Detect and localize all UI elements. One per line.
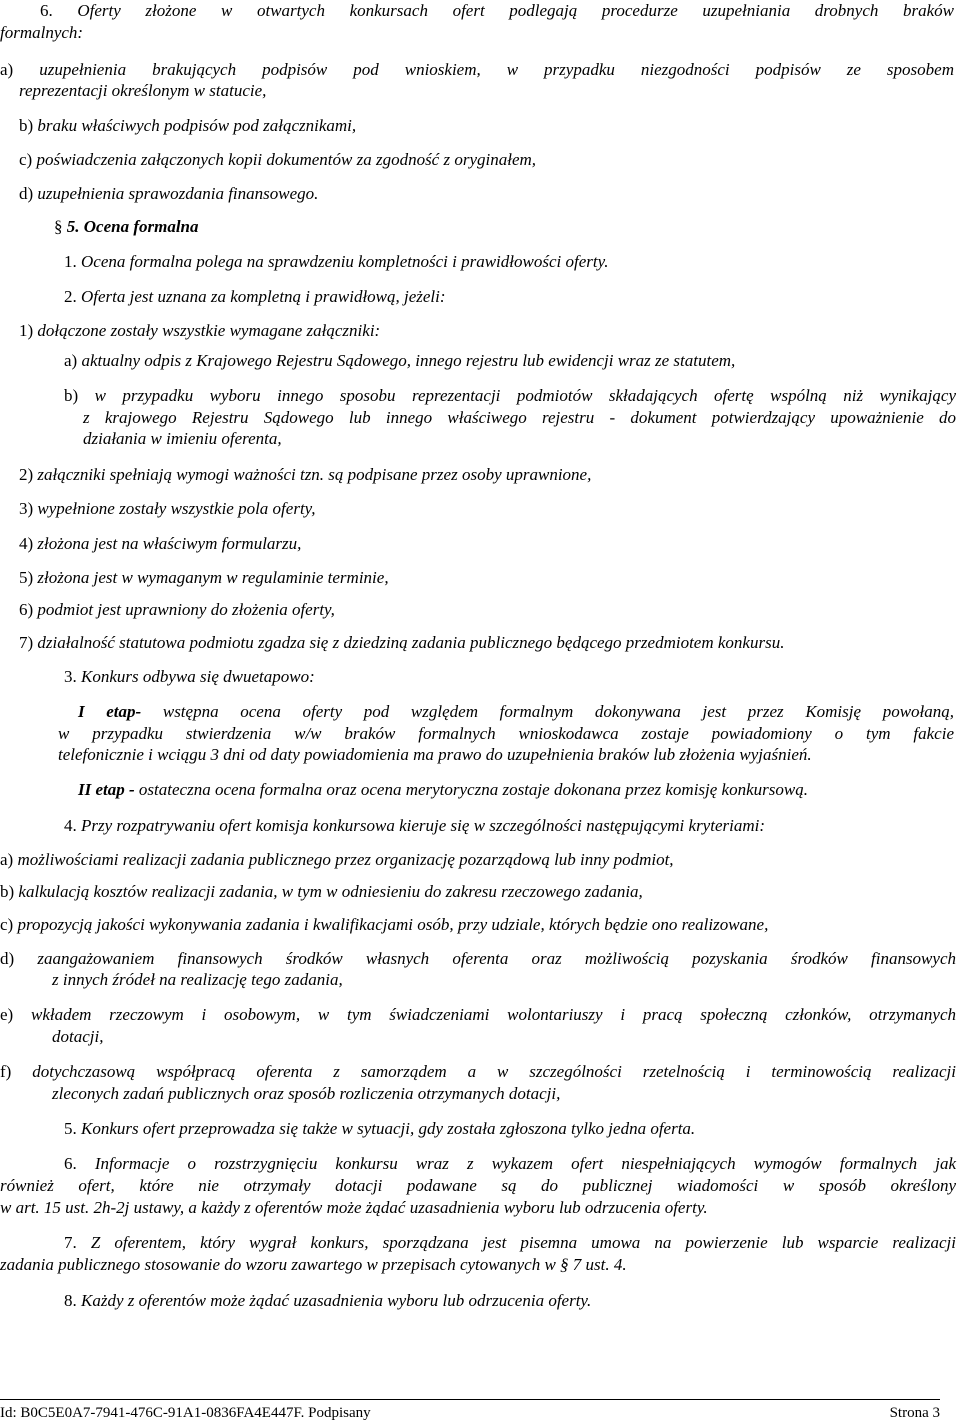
line-text: Oferty złożone w otwartych konkursach ofert podlegają procedurze uzupełniania drobnych braków — [77, 1, 954, 20]
list-marker: a) — [64, 351, 82, 370]
list-marker: d) — [0, 949, 38, 968]
text-line — [0, 849, 674, 871]
line-text: reprezentacji określonym w statucie, — [19, 81, 267, 100]
text-line — [64, 1118, 695, 1140]
stage-label: I etap- — [78, 702, 142, 721]
list-marker: 3) — [19, 499, 38, 518]
text-line — [19, 599, 335, 621]
list-marker: 4. — [64, 816, 81, 835]
text-line — [78, 779, 808, 801]
list-marker: 1) — [19, 321, 38, 340]
line-text: złożona jest na właściwym formularzu, — [37, 534, 302, 553]
line-text: podmiot jest uprawniony do złożenia oferty, — [37, 600, 335, 619]
text-line — [19, 80, 266, 102]
text-line — [64, 385, 956, 407]
line-text: uzupełnienia sprawozdania finansowego. — [37, 184, 319, 203]
line-text: Ocena formalna polega na sprawdzeniu kompletności i prawidłowości oferty. — [81, 252, 609, 271]
text-line — [64, 251, 608, 273]
text-line — [0, 914, 768, 936]
list-marker: c) — [19, 150, 37, 169]
text-line — [54, 216, 199, 238]
line-text: wypełnione zostały wszystkie pola oferty, — [37, 499, 316, 518]
text-line — [58, 744, 812, 766]
list-marker: 8. — [64, 1291, 81, 1310]
line-text: zleconych zadań publicznych oraz sposób rozliczenia otrzymanych dotacji, — [52, 1084, 561, 1103]
text-line — [0, 22, 83, 44]
line-text: również ofert, które nie otrzymały dotacji podawane są do publicznej wiadomości w sposób określony — [0, 1176, 956, 1195]
text-line — [0, 948, 956, 970]
line-text: propozycją jakości wykonywania zadania i kwalifikacjami osób, przy udziale, których będzie ono realizowane, — [17, 915, 769, 934]
text-line — [0, 881, 643, 903]
list-marker: § — [54, 217, 67, 236]
line-text: możliwościami realizacji zadania publicznego przez organizację pozarządową lub inny podmiot, — [17, 850, 674, 869]
line-text: aktualny odpis z Krajowego Rejestru Sądowego, innego rejestru lub ewidencji wraz ze statutem, — [81, 351, 736, 370]
text-line — [19, 498, 316, 520]
footer-document-id: Id: B0C5E0A7-7941-476C-91A1-0836FA4E447F. Podpisany — [0, 1405, 371, 1421]
line-text: wkładem rzeczowym i osobowym, w tym świadczeniami wolontariuszy i pracą społeczną członków, otrzymanych — [30, 1005, 956, 1024]
text-line — [64, 1153, 956, 1175]
line-text: dotychczasową współpracą oferenta z samorządem a w szczególności rzetelnością i terminowością realizacji — [32, 1062, 956, 1081]
text-line — [83, 428, 282, 450]
list-marker: 6. — [64, 1154, 95, 1173]
text-line — [64, 350, 735, 372]
stage-label: II etap - — [78, 780, 135, 799]
list-marker: a) — [0, 60, 40, 79]
text-line — [0, 59, 954, 81]
list-marker: b) — [64, 386, 95, 405]
line-text: w przypadku stwierdzenia w/w braków formalnych wnioskodawca zostaje powiadomiony o tym fakcie — [58, 724, 954, 743]
text-line — [64, 1232, 956, 1254]
text-line — [64, 815, 765, 837]
line-text: Z oferentem, który wygrał konkurs, sporządzana jest pisemna umowa na powierzenie lub wsparcie realizacji — [90, 1233, 956, 1252]
list-marker: f) — [0, 1062, 33, 1081]
text-line — [58, 723, 954, 745]
list-marker: b) — [19, 116, 38, 135]
text-line — [52, 969, 343, 991]
line-text: zaangażowaniem finansowych środków własnych oferenta oraz możliwością pozyskania środków finansowych — [37, 949, 956, 968]
text-line — [0, 1061, 956, 1083]
line-text: Oferta jest uznana za kompletną i prawidłową, jeżeli: — [81, 287, 446, 306]
line-text: uzupełnienia brakujących podpisów pod wnioskiem, w przypadku niezgodności podpisów ze sposobem — [39, 60, 954, 79]
line-text: I etap- wstępna ocena oferty pod względem formalnym dokonywana jest przez Komisję powołaną, — [78, 702, 955, 721]
list-marker: 3. — [64, 667, 81, 686]
text-line — [19, 115, 356, 137]
text-line — [64, 286, 446, 308]
list-marker: b) — [0, 882, 19, 901]
line-text: w art. 15 ust. 2h-2j ustawy, a każdy z oferentów może żądać uzasadnienia wyboru lub odrzucenia oferty. — [0, 1198, 708, 1217]
line-text: dołączone zostały wszystkie wymagane załączniki: — [37, 321, 381, 340]
line-text: II etap - ostateczna ocena formalna oraz ocena merytoryczna zostaje dokonana przez komisję konkursową. — [78, 780, 808, 799]
text-line — [0, 1254, 627, 1276]
line-text: telefonicznie i wciągu 3 dni od daty powiadomienia ma prawo do uzupełnienia braków lub złożenia wyjaśnień. — [58, 745, 812, 764]
text-line — [19, 183, 318, 205]
line-text: dotacji, — [52, 1027, 104, 1046]
text-line — [83, 407, 956, 429]
line-text: zadania publicznego stosowanie do wzoru zawartego w przepisach cytowanych w § 7 ust. 4. — [0, 1255, 627, 1274]
line-text: poświadczenia załączonych kopii dokumentów za zgodność z oryginałem, — [36, 150, 537, 169]
list-marker: 6. — [40, 1, 78, 20]
list-marker: 2) — [19, 465, 38, 484]
line-text: Przy rozpatrywaniu ofert komisja konkursowa kieruje się w szczególności następującymi kryteriami: — [81, 816, 766, 835]
line-text: Informacje o rozstrzygnięciu konkursu wraz z wykazem ofert niespełniających wymogów formalnych jak — [94, 1154, 957, 1173]
list-marker: 7) — [19, 633, 38, 652]
line-text: kalkulacją kosztów realizacji zadania, w tym w odniesieniu do zakresu rzeczowego zadania, — [18, 882, 643, 901]
text-line — [52, 1083, 560, 1105]
list-marker: 5) — [19, 568, 38, 587]
line-text: załączniki spełniają wymogi ważności tzn. są podpisane przez osoby uprawnione, — [37, 465, 592, 484]
line-text: działalność statutowa podmiotu zgadza się z dziedziną zadania publicznego będącego przedmiotem konkursu. — [37, 633, 785, 652]
text-line — [64, 666, 315, 688]
list-marker: c) — [0, 915, 18, 934]
text-line — [19, 567, 389, 589]
line-text: z innych źródeł na realizację tego zadania, — [52, 970, 343, 989]
text-line — [19, 320, 380, 342]
text-line — [19, 464, 591, 486]
line-text: braku właściwych podpisów pod załącznikami, — [37, 116, 357, 135]
text-line — [64, 1290, 591, 1312]
line-text: złożona jest w wymaganym w regulaminie terminie, — [37, 568, 389, 587]
list-marker: d) — [19, 184, 38, 203]
line-text: formalnych: — [0, 23, 84, 42]
list-marker: 7. — [64, 1233, 91, 1252]
list-marker: 1. — [64, 252, 81, 271]
list-marker: 4) — [19, 534, 38, 553]
text-line — [19, 149, 536, 171]
line-text: działania w imieniu oferenta, — [83, 429, 282, 448]
text-line — [52, 1026, 103, 1048]
footer-page-number: Strona 3 — [889, 1405, 940, 1421]
text-line — [78, 701, 954, 723]
text-line — [19, 533, 301, 555]
text-line — [19, 632, 784, 654]
text-line — [0, 1175, 956, 1197]
text-line — [0, 1004, 956, 1026]
list-marker: e) — [0, 1005, 31, 1024]
list-marker: 2. — [64, 287, 81, 306]
line-text: Konkurs odbywa się dwuetapowo: — [81, 667, 315, 686]
line-text: Konkurs ofert przeprowadza się także w sytuacji, gdy została zgłoszona tylko jedna oferta. — [81, 1119, 696, 1138]
footer-divider — [0, 1399, 940, 1400]
line-text: z krajowego Rejestru Sądowego lub innego właściwego rejestru - dokument potwierdzający upoważnienie do — [83, 408, 956, 427]
text-line — [40, 0, 954, 22]
line-text: w przypadku wyboru innego sposobu reprezentacji podmiotów składających ofertę wspólną niż wynikający — [94, 386, 956, 405]
list-marker: 5. — [64, 1119, 81, 1138]
line-text: 5. Ocena formalna — [66, 217, 199, 236]
list-marker: 6) — [19, 600, 38, 619]
list-marker: a) — [0, 850, 18, 869]
line-text: Każdy z oferentów może żądać uzasadnienia wyboru lub odrzucenia oferty. — [81, 1291, 592, 1310]
text-line — [0, 1197, 708, 1219]
